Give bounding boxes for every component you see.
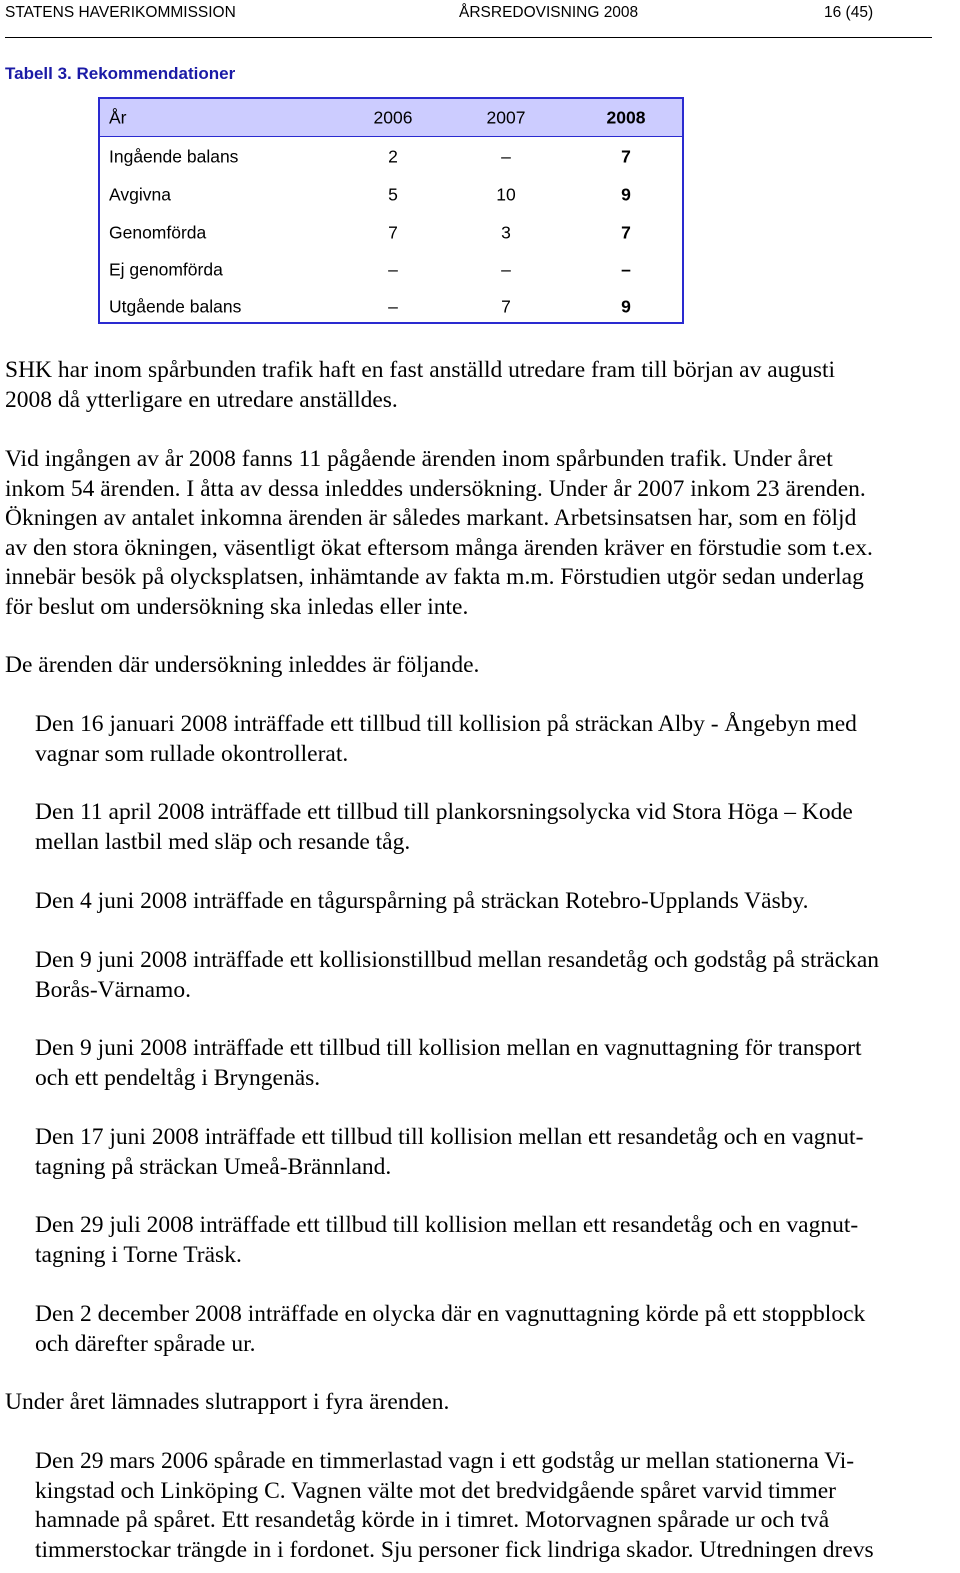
cell-2007: 10 [496, 184, 516, 205]
cell-2006: – [388, 259, 398, 280]
cell-2007: 7 [501, 296, 511, 317]
list-item: Den 29 juli 2008 inträffade ett tillbud till kollision mellan ett resandetåg och en vagnut- tagning i Torne Träsk. [35, 1212, 859, 1268]
list-item: Den 29 mars 2006 spårade en timmerlastad vagn i ett godståg ur mellan stationerna Vi- kingstad och Linköping C. Vagnen välte mot det bredvidgående spåret varvid timmer hamnade på spåret. Ett resandetåg körde in i timret. Motorvagnen spårade ur och två timmerstockar trängde in i fordonet. Sju personer fick lindriga skador. Utredningen drevs [35, 1448, 874, 1563]
paragraph-final-reports: Under året lämnades slutrapport i fyra ärenden. [5, 1389, 450, 1415]
cell-2008: 7 [621, 146, 631, 167]
cell-2007: – [501, 146, 511, 167]
row-label: Ingående balans [109, 146, 239, 167]
paragraph-case-statistics: Vid ingången av år 2008 fanns 11 pågående ärenden inom spårbunden trafik. Under året inkom 54 ärenden. I åtta av dessa inleddes undersökning. Under år 2007 inkom 23 ärenden. Ökningen av antalet inkomna ärenden är således markant. Arbetsinsatsen har, som en följd av den stora ökningen, väsentligt ökat eftersom många ärenden kräver en förstudie som t.ex. innebär besök på olycksplatsen, inhämtande av fakta m.m. Förstudien utgör sedan underlag för beslut om undersökning ska inledas eller inte. [5, 446, 873, 620]
column-header-year: År [109, 107, 127, 127]
list-item: Den 2 december 2008 inträffade en olycka där en vagnuttagning körde på ett stoppblock och därefter spårade ur. [35, 1301, 866, 1357]
table-caption: Tabell 3. Rekommendationer [5, 64, 236, 83]
table-row [100, 177, 682, 213]
cell-2008: 9 [621, 184, 631, 205]
table-row [100, 215, 682, 251]
column-header-2006: 2006 [373, 107, 413, 127]
row-label: Avgivna [109, 184, 171, 205]
list-item: Den 9 juni 2008 inträffade ett tillbud till kollision mellan en vagnuttagning för transport och ett pendeltåg i Bryngenäs. [35, 1035, 862, 1091]
header-document-title: ÅRSREDOVISNING 2008 [459, 4, 639, 21]
table-row [100, 289, 682, 325]
row-label: Genomförda [109, 222, 207, 243]
list-item: Den 4 juni 2008 inträffade en tågurspårning på sträckan Rotebro-Upplands Väsby. [35, 888, 809, 914]
column-header-2008: 2008 [606, 107, 646, 127]
cell-2007: 3 [501, 222, 511, 243]
table-header-row [100, 99, 682, 137]
cell-2006: – [388, 296, 398, 317]
paragraph-investigations-intro: De ärenden där undersökning inleddes är följande. [5, 652, 480, 678]
paragraph-staffing: SHK har inom spårbunden trafik haft en fast anställd utredare fram till början av augusti 2008 då ytterligare en utredare anställdes. [5, 357, 836, 413]
cell-2008: 7 [621, 222, 631, 243]
table-row [100, 139, 682, 175]
header-page-number: 16 (45) [824, 4, 874, 21]
list-item: Den 17 juni 2008 inträffade ett tillbud till kollision mellan ett resandetåg och en vagnut- tagning på sträckan Umeå-Brännland. [35, 1124, 864, 1180]
header-divider [5, 37, 932, 38]
cell-2006: 5 [388, 184, 398, 205]
cell-2006: 2 [388, 146, 398, 167]
header-organization: STATENS HAVERIKOMMISSION [5, 4, 236, 21]
cell-2008: – [621, 259, 631, 280]
list-item: Den 9 juni 2008 inträffade ett kollisionstillbud mellan resandetåg och godståg på sträckan Borås-Värnamo. [35, 947, 880, 1003]
row-label: Ej genomförda [109, 259, 223, 280]
list-item: Den 11 april 2008 inträffade ett tillbud till plankorsningsolycka vid Stora Höga – Kode mellan lastbil med släp och resande tåg. [35, 799, 853, 855]
table-row [100, 252, 682, 288]
cell-2007: – [501, 259, 511, 280]
list-item: Den 16 januari 2008 inträffade ett tillbud till kollision på sträckan Alby - Ångebyn med vagnar som rullade okontrollerat. [35, 711, 857, 767]
page-header [5, 4, 932, 24]
column-header-2007: 2007 [486, 107, 526, 127]
row-label: Utgående balans [109, 296, 242, 317]
cell-2006: 7 [388, 222, 398, 243]
cell-2008: 9 [621, 296, 631, 317]
recommendations-table [98, 97, 684, 324]
